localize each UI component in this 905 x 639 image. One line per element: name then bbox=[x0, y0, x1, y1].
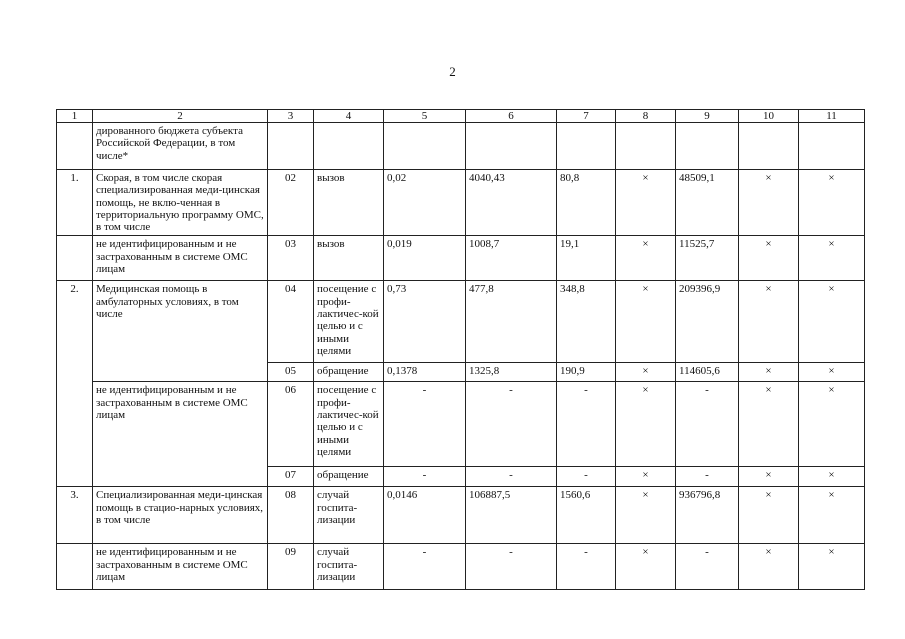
value-cell: 80,8 bbox=[557, 170, 616, 236]
value-cell: × bbox=[616, 170, 676, 236]
value-cell: - bbox=[676, 382, 739, 467]
value-cell: - bbox=[384, 467, 466, 487]
budget-table bbox=[56, 109, 865, 590]
column-header: 8 bbox=[616, 110, 676, 123]
value-cell: 48509,1 bbox=[676, 170, 739, 236]
value-cell: - bbox=[557, 467, 616, 487]
unit-cell: случай госпита-лизации bbox=[314, 544, 384, 590]
line-code-cell: 06 bbox=[268, 382, 314, 467]
column-header: 10 bbox=[739, 110, 799, 123]
description-cell: не идентифицированным и не застрахованным в системе ОМС лицам bbox=[93, 382, 268, 487]
value-cell: × bbox=[739, 281, 799, 363]
line-code-cell: 02 bbox=[268, 170, 314, 236]
value-cell: 114605,6 bbox=[676, 363, 739, 382]
value-cell: 0,73 bbox=[384, 281, 466, 363]
description-cell: Медицинская помощь в амбулаторных условиях, в том числе bbox=[93, 281, 268, 382]
description-cell: не идентифицированным и не застрахованным в системе ОМС лицам bbox=[93, 236, 268, 281]
value-cell: - bbox=[384, 382, 466, 467]
value-cell: - bbox=[676, 467, 739, 487]
unit-cell: случай госпита-лизации bbox=[314, 487, 384, 544]
value-cell: × bbox=[739, 487, 799, 544]
value-cell: × bbox=[799, 487, 865, 544]
description-cell: Специализированная меди-цинская помощь в стацио-нарных условиях, в том числе bbox=[93, 487, 268, 544]
column-header: 6 bbox=[466, 110, 557, 123]
row-number-cell bbox=[57, 544, 93, 590]
value-cell: × bbox=[799, 382, 865, 467]
value-cell: 1325,8 bbox=[466, 363, 557, 382]
value-cell: × bbox=[739, 170, 799, 236]
description-cell: не идентифицированным и не застрахованным в системе ОМС лицам bbox=[93, 544, 268, 590]
value-cell: × bbox=[799, 281, 865, 363]
line-code-cell: 03 bbox=[268, 236, 314, 281]
value-cell: 477,8 bbox=[466, 281, 557, 363]
description-cell: Скорая, в том числе скорая специализированная меди-цинская помощь, не вклю-ченная в территориальную программу ОМС, в том числе bbox=[93, 170, 268, 236]
value-cell: 11525,7 bbox=[676, 236, 739, 281]
value-cell: - bbox=[676, 544, 739, 590]
line-code-cell: 08 bbox=[268, 487, 314, 544]
column-header: 5 bbox=[384, 110, 466, 123]
value-cell: 4040,43 bbox=[466, 170, 557, 236]
value-cell: × bbox=[799, 544, 865, 590]
unit-cell: вызов bbox=[314, 236, 384, 281]
column-number-row bbox=[57, 110, 865, 123]
value-cell: × bbox=[616, 544, 676, 590]
value-cell: - bbox=[466, 544, 557, 590]
value-cell: × bbox=[799, 467, 865, 487]
value-cell: × bbox=[739, 236, 799, 281]
column-header: 11 bbox=[799, 110, 865, 123]
value-cell: × bbox=[739, 467, 799, 487]
line-code-cell: 09 bbox=[268, 544, 314, 590]
value-cell: 106887,5 bbox=[466, 487, 557, 544]
column-header: 9 bbox=[676, 110, 739, 123]
table-row bbox=[57, 281, 865, 363]
value-cell: - bbox=[384, 544, 466, 590]
value-cell: × bbox=[616, 487, 676, 544]
value-cell: 190,9 bbox=[557, 363, 616, 382]
value-cell: × bbox=[799, 363, 865, 382]
line-code-cell: 05 bbox=[268, 363, 314, 382]
value-cell: 0,1378 bbox=[384, 363, 466, 382]
value-cell: × bbox=[616, 467, 676, 487]
column-header: 7 bbox=[557, 110, 616, 123]
unit-cell: обращение bbox=[314, 363, 384, 382]
page-number: 2 bbox=[449, 64, 456, 79]
value-cell: 1008,7 bbox=[466, 236, 557, 281]
row-number-cell: 1. bbox=[57, 170, 93, 236]
table-row bbox=[57, 544, 865, 590]
value-cell: × bbox=[739, 363, 799, 382]
table-row bbox=[57, 123, 865, 170]
value-cell: 0,02 bbox=[384, 170, 466, 236]
value-cell: 0,0146 bbox=[384, 487, 466, 544]
value-cell: × bbox=[799, 236, 865, 281]
unit-cell: посещение с профи-лактичес-кой целью и с иными целями bbox=[314, 382, 384, 467]
value-cell: × bbox=[616, 236, 676, 281]
value-cell: 1560,6 bbox=[557, 487, 616, 544]
value-cell: × bbox=[739, 544, 799, 590]
value-cell: × bbox=[616, 281, 676, 363]
value-cell: × bbox=[616, 382, 676, 467]
column-header: 2 bbox=[93, 110, 268, 123]
value-cell: 209396,9 bbox=[676, 281, 739, 363]
description-cell: дированного бюджета субъекта Российской Федерации, в том числе* bbox=[93, 123, 268, 170]
table-row bbox=[57, 170, 865, 236]
value-cell: 0,019 bbox=[384, 236, 466, 281]
column-header: 3 bbox=[268, 110, 314, 123]
value-cell: - bbox=[557, 382, 616, 467]
line-code-cell: 07 bbox=[268, 467, 314, 487]
table-row bbox=[57, 487, 865, 544]
unit-cell: обращение bbox=[314, 467, 384, 487]
row-number-cell: 3. bbox=[57, 487, 93, 544]
row-number-cell bbox=[57, 123, 93, 170]
column-header: 1 bbox=[57, 110, 93, 123]
line-code-cell: 04 bbox=[268, 281, 314, 363]
row-number-cell bbox=[57, 236, 93, 281]
row-number-cell: 2. bbox=[57, 281, 93, 487]
value-cell: 19,1 bbox=[557, 236, 616, 281]
value-cell: 348,8 bbox=[557, 281, 616, 363]
unit-cell: посещение с профи-лактичес-кой целью и с иными целями bbox=[314, 281, 384, 363]
unit-cell: вызов bbox=[314, 170, 384, 236]
value-cell: - bbox=[557, 544, 616, 590]
value-cell: × bbox=[739, 382, 799, 467]
value-cell: - bbox=[466, 382, 557, 467]
table-row bbox=[57, 382, 865, 467]
value-cell: × bbox=[799, 170, 865, 236]
column-header: 4 bbox=[314, 110, 384, 123]
value-cell: 936796,8 bbox=[676, 487, 739, 544]
table-row bbox=[57, 236, 865, 281]
value-cell: - bbox=[466, 467, 557, 487]
value-cell: × bbox=[616, 363, 676, 382]
